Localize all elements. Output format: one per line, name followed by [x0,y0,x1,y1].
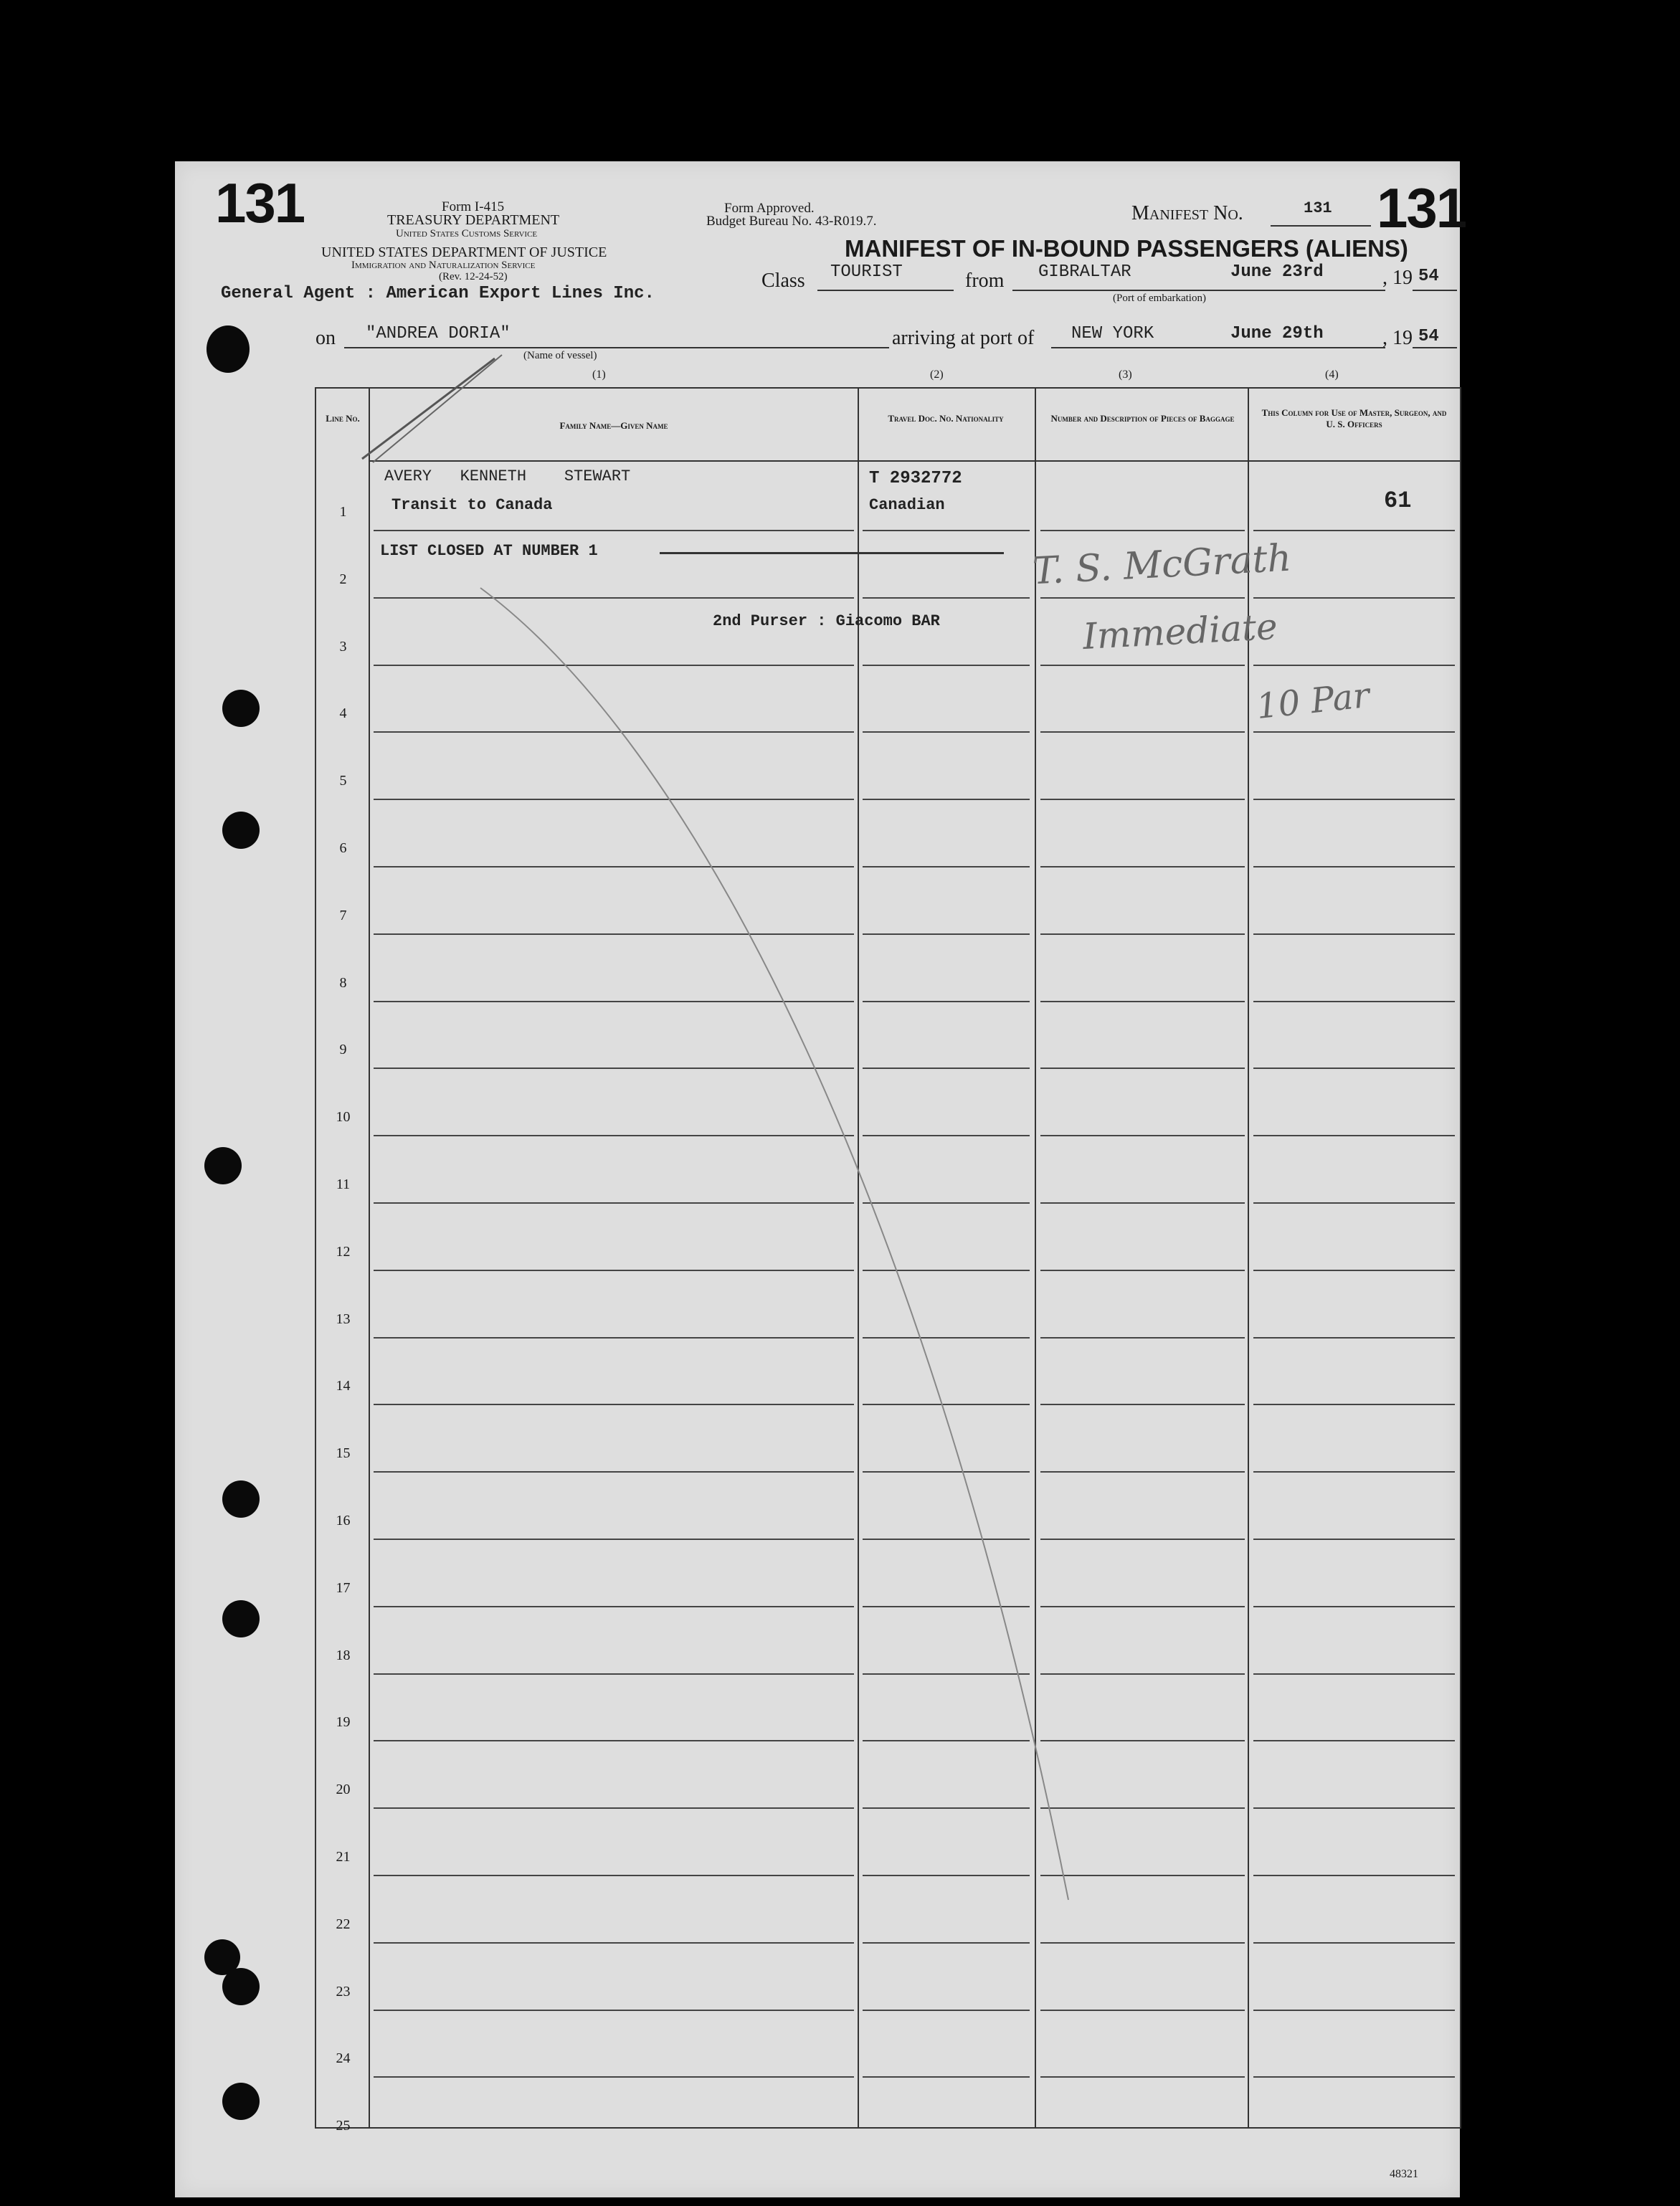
form-approved: Form Approved. [724,201,815,216]
pencil-stroke [373,355,502,462]
port-caption: (Port of embarkation) [1113,293,1206,304]
column-number-2: (2) [930,369,944,381]
form-code: 48321 [1390,2168,1418,2180]
line-number: 22 [336,1916,351,1932]
purser-signature: 2nd Purser : Giacomo BAR [713,612,940,630]
line-number: 9 [339,1042,347,1058]
general-agent: General Agent : American Export Lines Inc. [221,284,655,303]
from-label: from [965,270,1005,292]
line-number: 25 [336,2118,351,2134]
justice-department: UNITED STATES DEPARTMENT OF JUSTICE [321,244,607,260]
line-number: 7 [339,907,347,923]
line-number: 14 [336,1378,351,1394]
line-number: 20 [336,1782,351,1798]
officer-number: 61 [1384,488,1412,514]
column-number-3: (3) [1119,369,1132,381]
from-date: June 23rd [1230,262,1324,282]
on-label: on [315,327,336,349]
line-number: 10 [336,1109,351,1126]
immigration-service: Immigration and Naturalization Service [351,260,536,271]
vessel-caption: (Name of vessel) [523,350,597,361]
line-number: 1 [339,504,347,520]
line-number: 11 [336,1176,351,1192]
column-header-name: Family Name—Given Name [559,420,668,431]
officer-signature: T. S. McGrath [1031,536,1293,594]
line-number: 3 [339,638,347,655]
vessel-name: "ANDREA DORIA" [366,324,511,343]
from-port: GIBRALTAR [1038,262,1131,282]
column-number-1: (1) [592,369,606,381]
line-number: 13 [336,1311,351,1327]
page-title: MANIFEST OF IN-BOUND PASSENGERS (ALIENS) [845,235,1408,262]
line-number: 5 [339,773,347,789]
customs-service: United States Customs Service [396,228,538,239]
manifest-label: Manifest No. [1131,202,1243,224]
line-number: 18 [336,1647,351,1663]
arrival-year: 54 [1418,327,1439,346]
line-number: 16 [336,1513,351,1528]
budget-bureau: Budget Bureau No. 43-R019.7. [706,214,877,229]
manifest-number: 131 [1304,199,1332,217]
parole-note: 10 Par [1254,675,1372,728]
line-number: 12 [336,1243,351,1260]
column-header-line-no: Line No. [326,413,360,424]
column-header-baggage: Number and Description of Pieces of Baggage [1050,413,1235,424]
pencil-stroke [480,588,1068,1900]
list-closed-note: LIST CLOSED AT NUMBER 1 [380,542,598,560]
line-number: 23 [336,1983,351,2000]
revision-date: (Rev. 12-24-52) [439,271,508,282]
line-number: 8 [339,974,347,991]
arriving-label: arriving at port of [892,327,1035,349]
passenger-note: Transit to Canada [391,496,553,514]
travel-doc-number: T 2932772 [869,469,962,488]
line-number: 17 [336,1579,351,1596]
from-year: 54 [1418,267,1439,286]
stamp-number-right: 131 [1377,176,1466,239]
nationality: Canadian [869,496,945,514]
arrival-date: June 29th [1230,324,1324,343]
column-header-officers: This Column for Use of Master, Surgeon, and U. S. Officers [1261,407,1447,430]
line-number: 21 [336,1849,351,1865]
passenger-name: AVERY KENNETH STEWART [384,467,631,485]
line-number: 19 [336,1714,351,1731]
line-number: 6 [339,840,347,856]
line-number: 4 [339,705,347,722]
column-header-travel-doc: Travel Doc. No. Nationality [888,413,1004,424]
line-number: 24 [336,2050,351,2067]
column-number-4: (4) [1325,369,1339,381]
arrival-port: NEW YORK [1071,324,1154,343]
line-number: 15 [336,1445,351,1462]
inspection-note: Immediate [1081,605,1278,658]
pencil-stroke [362,358,495,459]
class-label: Class [761,270,805,292]
line-number: 2 [339,571,347,587]
from-year-prefix: , 19 [1382,267,1413,289]
form-number: Form I-415 [442,199,505,214]
stamp-number-left: 131 [215,171,305,234]
arrival-year-prefix: , 19 [1382,327,1413,349]
treasury-department: TREASURY DEPARTMENT [387,212,560,228]
class-value: TOURIST [830,262,903,282]
